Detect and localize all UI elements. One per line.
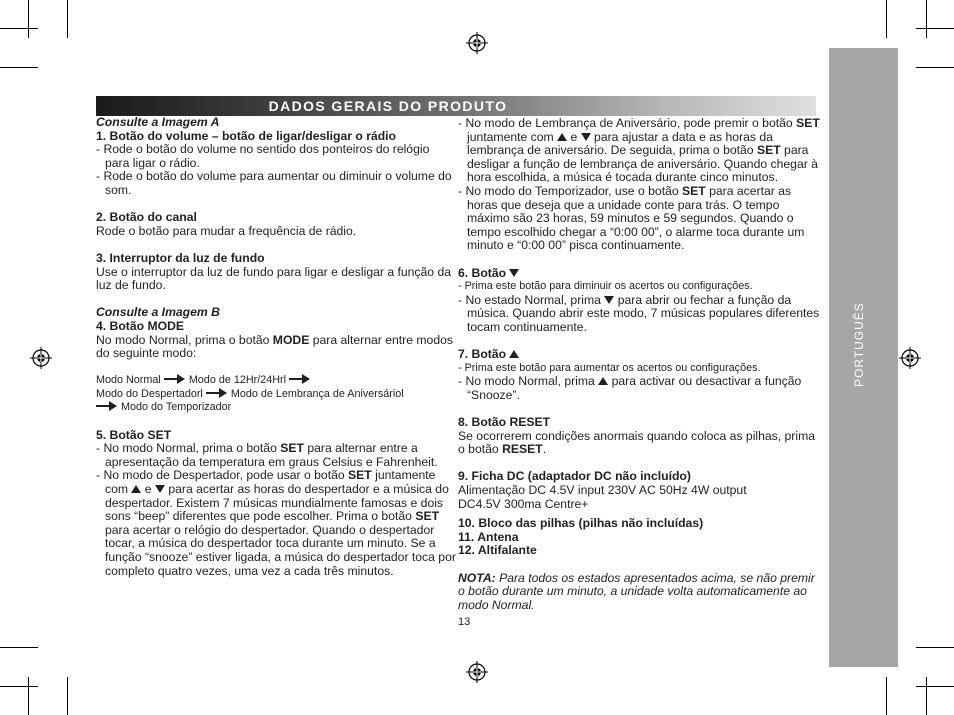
text-run: e: [141, 482, 155, 497]
text-run: para activar ou desactivar a função “Snooze”.: [467, 374, 802, 402]
down-button-icon: [581, 133, 591, 141]
text-run: - No modo de Despertador, pode usar o botão: [96, 468, 349, 483]
text-run: para desligar a função de lembrança de aniversário. Quando chegar à hora escolhida, a música é tocada durante cinco minutos.: [467, 143, 818, 185]
crop-mark: [916, 686, 954, 687]
list-item: [458, 375, 824, 402]
paragraph: [458, 430, 824, 457]
list-item: [96, 442, 456, 469]
text-run: para abrir ou fechar a função da música. Quando abrir este modo, 7 músicas populares diferentes tocam continuamente.: [467, 292, 820, 334]
mode-label: Modo Normal: [96, 374, 161, 387]
section-heading: 4. Botão MODE: [96, 318, 185, 333]
down-button-icon: [155, 485, 165, 493]
crop-mark: [67, 0, 68, 38]
note: [458, 572, 824, 613]
text-run: No modo Normal, prima o botão: [96, 332, 273, 347]
button-name: SET: [796, 116, 820, 130]
registration-mark-icon: [466, 32, 488, 54]
mode-sequence: [96, 401, 456, 415]
arrow-right-icon: [96, 401, 118, 411]
section-heading: [458, 348, 824, 362]
registration-mark-icon: [30, 347, 52, 369]
down-button-icon: [604, 296, 614, 304]
list-item: - Rode o botão do volume para aumentar ou diminuir o volume do som.: [96, 169, 452, 197]
text-run: - No modo do Temporizador, use o botão: [458, 183, 683, 198]
button-name: SET: [682, 183, 706, 198]
mode-label: Modo do Despertadorl: [96, 387, 203, 400]
crop-mark: [67, 677, 68, 715]
text-run: para alternar entre modos do seguinte modo:: [96, 332, 453, 361]
section-heading: [458, 267, 824, 281]
list-item: [96, 469, 456, 578]
button-name: SET: [415, 509, 440, 524]
section-heading: 9. Ficha DC (adaptador DC não incluído): [458, 469, 691, 484]
crop-mark: [916, 28, 954, 29]
registration-mark-icon: [899, 347, 921, 369]
section-heading: 10. Bloco das pilhas (pilhas não incluídas): [458, 516, 704, 531]
arrow-right-icon: [206, 388, 228, 398]
page-number: 13: [458, 616, 471, 628]
text-run: e: [567, 129, 581, 144]
text-run: - No estado Normal, prima: [458, 292, 605, 307]
up-button-icon: [509, 350, 519, 358]
section-heading: 8. Botão RESET: [458, 415, 551, 430]
text-run: para ajustar a data e as horas da lembrança de aniversário. De seguida, prima o botão: [467, 129, 773, 158]
button-name: SET: [756, 143, 781, 158]
section-heading: 1. Botão do volume – botão de ligar/desligar o rádio: [96, 128, 396, 143]
mode-label: Modo de 12Hr/24Hrl: [188, 374, 287, 387]
text-run: para acertar o relógio do despertador. Quando o despertador tocar, a música do despertador toca durante um minuto. Se a função “snooze” estiver ligada, a música do despertador toca por completo quatro vezes, uma vez a cada três minutos.: [105, 522, 456, 578]
up-button-icon: [557, 133, 567, 141]
up-button-icon: [598, 377, 608, 385]
crop-mark: [0, 647, 38, 648]
button-name: MODE: [272, 332, 310, 347]
crop-mark: [0, 67, 38, 68]
note-body: Para todos os estados apresentados acima, se não premir o botão durante um minuto, a unidade volta automaticamente ao modo Normal.: [458, 570, 815, 612]
paragraph: [96, 334, 456, 361]
button-name: SET: [280, 441, 304, 456]
crop-mark: [926, 0, 927, 38]
list-item: [458, 185, 824, 253]
list-item: [458, 294, 824, 335]
text-run: - No modo Normal, prima: [458, 374, 599, 389]
text-run: .: [542, 442, 547, 457]
text-run: Se ocorrerem condições anormais quando coloca as pilhas, prima o botão: [458, 428, 816, 457]
heading-text: 7. Botão: [458, 347, 510, 362]
mode-label: Modo do Temporizador: [121, 401, 232, 414]
image-reference: Consulte a Imagem A: [96, 115, 220, 129]
crop-mark: [28, 677, 29, 715]
mode-sequence: [96, 388, 456, 402]
text-run: juntamente com: [105, 468, 436, 497]
arrow-right-icon: [289, 374, 311, 384]
right-column: [458, 117, 824, 612]
section-heading: 3. Interruptor da luz de fundo: [96, 250, 265, 265]
language-tab-label: PORTUGUÊS: [852, 302, 866, 388]
up-button-icon: [131, 485, 141, 493]
text-run: juntamente com: [467, 129, 558, 144]
button-name: SET: [348, 468, 372, 483]
section-heading: 11. Antena: [458, 529, 519, 544]
crop-mark: [886, 677, 887, 715]
crop-mark: [886, 0, 887, 38]
note-label: NOTA:: [458, 570, 496, 585]
section-heading: 2. Botão do canal: [96, 210, 197, 225]
crop-mark: [0, 686, 38, 687]
heading-text: 6. Botão: [458, 265, 510, 280]
crop-mark: [0, 28, 38, 29]
down-button-icon: [509, 269, 519, 277]
mode-label: Modo de Lembrança de Aniversáriol: [230, 387, 404, 400]
paragraph: DC4.5V 300ma Centre+: [458, 496, 589, 511]
list-item: - Prima este botão para diminuir os acertos ou configurações.: [458, 280, 753, 293]
text-run: - No modo de Lembrança de Aniversário, pode premir o botão: [458, 116, 797, 130]
list-item: - Rode o botão do volume no sentido dos ponteiros do relógio para ligar o rádio.: [96, 142, 430, 170]
registration-mark-icon: [466, 661, 488, 683]
text-run: para alternar entre a apresentação da temperatura em graus Celsius e Fahrenheit.: [105, 441, 438, 469]
crop-mark: [916, 67, 954, 68]
text-run: para acertar as horas que deseja que a unidade conte para trás. O tempo máximo são 23 horas, 59 minutos e 59 segundos. Quando o tempo escolhido chegar a “0:00 00”, o alarme toca durante um minuto e “0:00 00” pisca continuamente.: [467, 183, 805, 253]
paragraph: Rode o botão para mudar a frequência de rádio.: [96, 223, 357, 238]
image-reference: Consulte a Imagem B: [96, 305, 220, 320]
mode-sequence: [96, 374, 456, 388]
crop-mark: [926, 677, 927, 715]
list-item: - Prima este botão para aumentar os acertos ou configurações.: [458, 361, 761, 374]
text-run: - No modo Normal, prima o botão: [96, 441, 281, 456]
crop-mark: [28, 0, 29, 38]
text-run: para acertar as horas do despertador e a música do despertador. Existem 7 músicas mundialmente famosas e dois sons “beep” diferentes que pode escolher. Prima o botão: [105, 482, 449, 524]
paragraph: Use o interruptor da luz de fundo para ligar e desligar a função da luz de fundo.: [96, 264, 452, 293]
paragraph: Alimentação DC 4.5V input 230V AC 50Hz 4W output: [458, 483, 747, 498]
crop-mark: [916, 647, 954, 648]
section-heading: 5. Botão SET: [96, 427, 172, 442]
arrow-right-icon: [164, 374, 186, 384]
left-column: [96, 116, 456, 578]
page-title: DADOS GERAIS DO PRODUTO: [268, 98, 508, 114]
button-name: RESET: [502, 442, 543, 457]
section-heading: 12. Altifalante: [458, 543, 537, 558]
list-item: [458, 117, 824, 185]
